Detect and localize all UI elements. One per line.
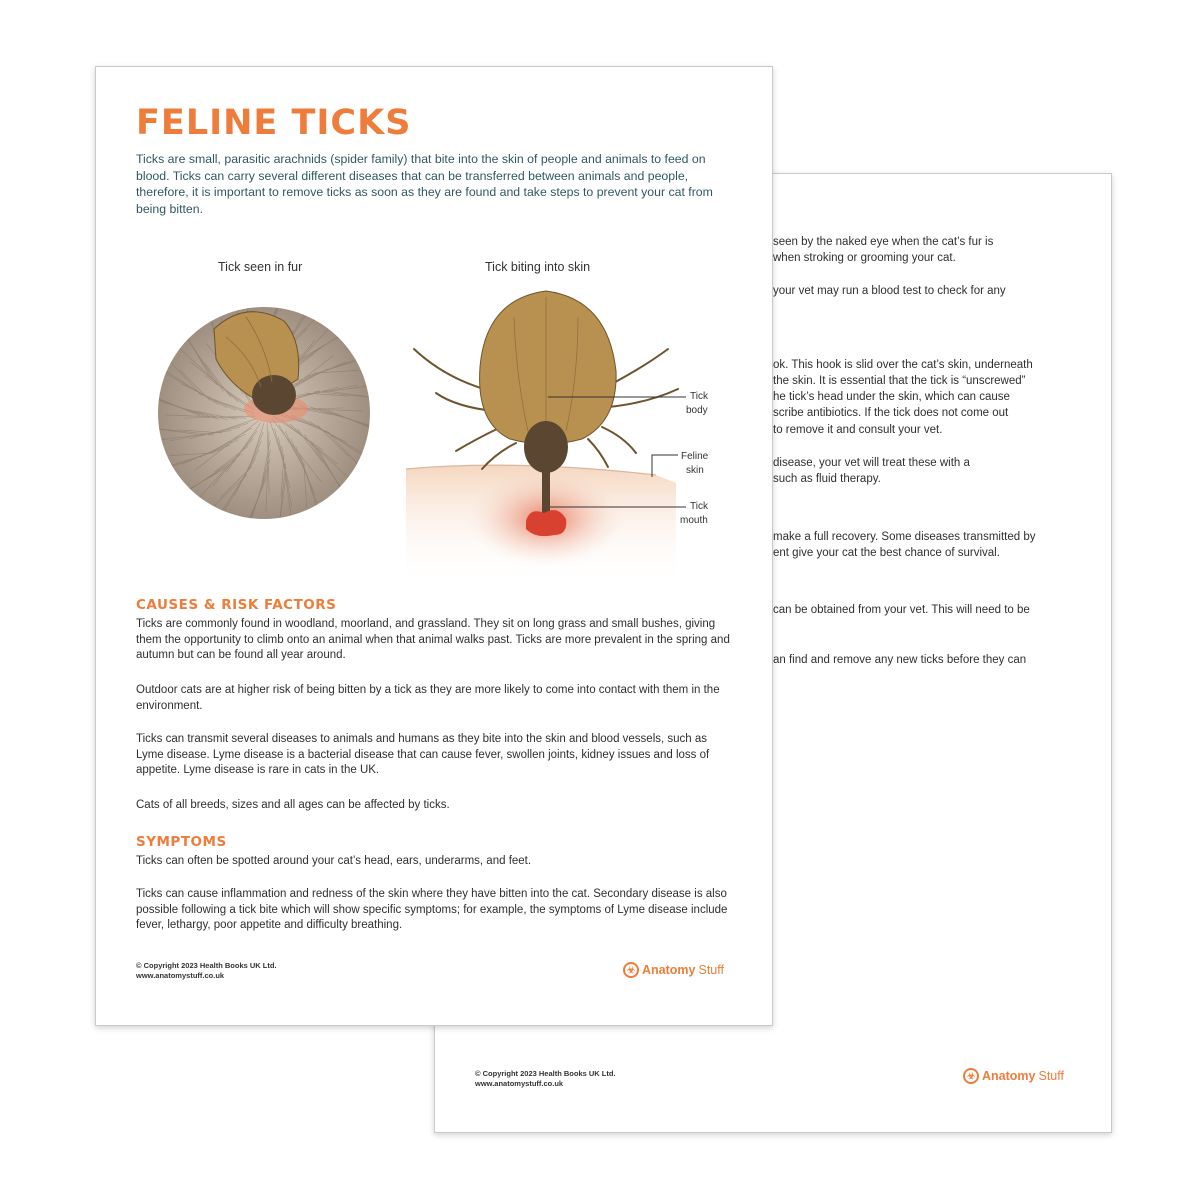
website-link[interactable]: www.anatomystuff.co.uk: [475, 1079, 564, 1088]
anatomystuff-logo[interactable]: [623, 962, 724, 978]
blood-pool: [526, 510, 566, 536]
logo-text-stuff: Stuff: [1038, 1069, 1064, 1083]
back-text-line: ent give your cat the best chance of survival.: [773, 547, 1000, 559]
front-copyright: [136, 961, 277, 981]
intro-paragraph: Ticks are small, parasitic arachnids (spider family) that bite into the skin of people and animals to feed on blood. Ticks can carry several different diseases that can be transferred between animals and people, therefore, it is important to remove ticks as soon as they are found and take steps to prevent your cat from being bitten.: [136, 152, 713, 216]
back-text-line: your vet may run a blood test to check for any: [773, 285, 1006, 297]
back-text-line: make a full recovery. Some diseases transmitted by: [773, 531, 1036, 543]
anatomystuff-logo-icon: ☣: [623, 962, 639, 978]
back-text-line: the skin. It is essential that the tick is “unscrewed”: [773, 375, 1026, 387]
front-page: [95, 66, 773, 1026]
label-tick-mouth-1: Tick: [690, 501, 708, 512]
tick-body: [480, 291, 617, 444]
back-text-line: seen by the naked eye when the cat’s fur is: [773, 236, 994, 248]
causes-paragraph: Outdoor cats are at higher risk of being bitten by a tick as they are more likely to come into contact with them in the environment.: [136, 684, 720, 712]
label-tick-body-2: body: [686, 405, 708, 416]
tick-in-fur-figure: [123, 272, 405, 554]
symptoms-paragraph: Ticks can cause inflammation and redness of the skin where they have bitten into the cat. Secondary disease is also possible following a tick bite which will show specific symptoms; for example, the symptoms of Lyme disease include fever, lethargy, poor appetite and difficulty breathing.: [136, 888, 728, 931]
anatomystuff-logo[interactable]: [963, 1068, 1064, 1084]
label-tick-body-1: Tick: [690, 391, 708, 402]
logo-text-anatomy: Anatomy: [982, 1069, 1036, 1083]
back-text-line: when stroking or grooming your cat.: [773, 252, 956, 264]
back-text-line: can be obtained from your vet. This will need to be: [773, 604, 1030, 616]
back-text-line: such as fluid therapy.: [773, 473, 881, 485]
causes-paragraph: Ticks are commonly found in woodland, moorland, and grassland. They sit on long grass and small bushes, giving them the opportunity to climb onto an animal when that animal walks past. Ticks are more prevalent in the spring and autumn but can be found all year around.: [136, 618, 730, 661]
back-copyright: [475, 1069, 616, 1089]
tick-head: [524, 421, 568, 473]
causes-paragraph: Cats of all breeds, sizes and all ages can be affected by ticks.: [136, 799, 450, 811]
copyright-text: © Copyright 2023 Health Books UK Ltd.: [475, 1069, 616, 1078]
tick-illustration: [96, 67, 774, 587]
figure-left-caption: Tick seen in fur: [218, 260, 303, 274]
anatomystuff-logo-icon: ☣: [963, 1068, 979, 1084]
symptoms-heading: SYMPTOMS: [136, 834, 227, 850]
back-text-line: ok. This hook is slid over the cat’s skin, underneath: [773, 359, 1033, 371]
back-text-line: to remove it and consult your vet.: [773, 424, 943, 436]
label-feline-skin-1: Feline: [681, 451, 709, 462]
back-text-line: scribe antibiotics. If the tick does not come out: [773, 407, 1009, 419]
logo-text-stuff: Stuff: [698, 963, 724, 977]
label-tick-mouth-2: mouth: [680, 515, 708, 526]
copyright-text: © Copyright 2023 Health Books UK Ltd.: [136, 961, 277, 970]
tick-biting-figure: [406, 291, 709, 587]
label-feline-skin-2: skin: [686, 465, 704, 476]
symptoms-paragraph: Ticks can often be spotted around your cat’s head, ears, underarms, and feet.: [136, 855, 532, 867]
causes-paragraph: Ticks can transmit several diseases to animals and humans as they bite into the skin and blood vessels, such as Lyme disease. Lyme disease is a bacterial disease that can cause fever, swollen joints, kidney issues and loss of appetite. Lyme disease is rare in cats in the UK.: [136, 733, 710, 776]
causes-heading: CAUSES & RISK FACTORS: [136, 597, 337, 613]
logo-text-anatomy: Anatomy: [642, 963, 696, 977]
tick-mouth: [542, 467, 550, 513]
figure-right-caption: Tick biting into skin: [485, 260, 591, 274]
back-text-line: an find and remove any new ticks before they can: [773, 654, 1027, 666]
back-text-line: he tick’s head under the skin, which can cause: [773, 391, 1010, 403]
back-text-line: disease, your vet will treat these with a: [773, 457, 970, 469]
website-link[interactable]: www.anatomystuff.co.uk: [136, 971, 225, 980]
page-title: FELINE TICKS: [136, 103, 412, 143]
